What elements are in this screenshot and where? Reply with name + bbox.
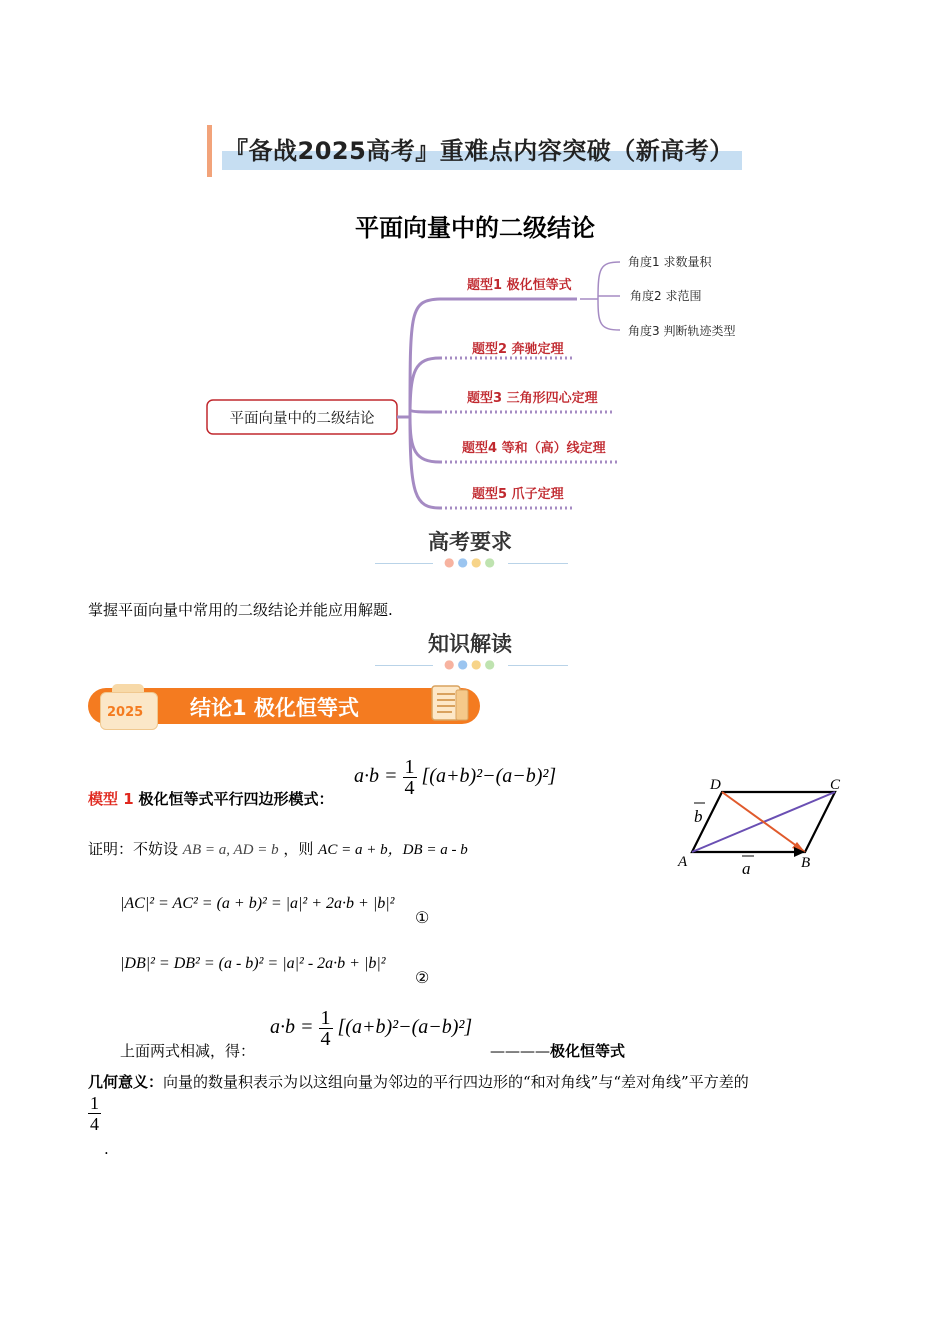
model-formula-fraction <box>403 757 417 798</box>
diagonal-db <box>722 792 805 852</box>
geometry-text: 向量的数量积表示为以这组向量为邻边的平行四边形的“和对角线”与“差对角线”平方差的 <box>163 1073 749 1091</box>
result-label-line <box>490 1040 625 1061</box>
result-formula-lhs: a·b = <box>270 1016 314 1039</box>
geometry-label: 几何意义： <box>88 1073 164 1091</box>
section-dots: ●●●● <box>444 555 498 569</box>
mindmap-root-label: 平面向量中的二级结论 <box>229 411 375 427</box>
proof-line <box>88 838 468 859</box>
section-divider-left <box>375 563 433 564</box>
section-dots-2: ●●●● <box>444 657 498 671</box>
proof-eq2-mark: ② <box>415 970 430 987</box>
mindmap-sub-link-1 <box>598 262 620 299</box>
vector-a-label: a <box>742 859 751 878</box>
result-frac-num: 1 <box>320 1007 331 1029</box>
section-divider-right-2 <box>508 665 568 666</box>
model-formula-bracket: [(a+b)²−(a−b)²] <box>421 765 557 788</box>
model-formula <box>354 757 556 798</box>
geometry-frac <box>88 1093 101 1134</box>
proof-eq1: |AC|² = AC² = (a + b)² = |a|² + 2a·b + |b|² <box>120 895 395 912</box>
mind-map <box>0 250 950 525</box>
mindmap-branch-2: 题型2 奔驰定理 <box>472 342 564 357</box>
result-formula <box>270 1008 472 1049</box>
result-formula-bracket: [(a+b)²−(a−b)²] <box>337 1016 473 1039</box>
mindmap-link-4 <box>410 417 440 462</box>
proof-then-label: ，则 <box>283 840 314 858</box>
mindmap-branch-1: 题型1 极化恒等式 <box>467 278 572 293</box>
section-title-knowledge: 知识解读 <box>428 632 512 656</box>
geometry-fraction <box>88 1093 101 1134</box>
point-c: C <box>830 777 841 793</box>
banner-title: 『备战2025高考』重难点内容突破（新高考） <box>224 137 734 165</box>
proof-intro: 证明：不妨设 <box>88 840 179 858</box>
model-label: 模型 1 <box>88 790 134 808</box>
vector-b-label: b <box>694 807 703 826</box>
proof-assume: AB = a, AD = b <box>182 842 279 858</box>
mindmap-sub-2: 角度2 求范围 <box>630 289 702 303</box>
mindmap-branch-4: 题型4 等和（高）线定理 <box>462 441 606 456</box>
subtract-text: 上面两式相减，得： <box>120 1042 256 1060</box>
doc-title: 平面向量中的二级结论 <box>355 214 595 242</box>
geometry-frac-den: 4 <box>90 1114 99 1134</box>
result-frac-den: 4 <box>320 1028 331 1050</box>
mindmap-link-2 <box>410 358 440 417</box>
parallelogram-figure <box>672 770 852 880</box>
mindmap-sub-link-3 <box>598 299 620 330</box>
point-d: D <box>710 777 721 793</box>
mindmap-sub-1: 角度1 求数量积 <box>628 255 712 269</box>
proof-then-expr: AC = a + b，DB = a - b <box>318 842 468 858</box>
section-divider-left-2 <box>375 665 433 666</box>
point-b: B <box>801 855 811 871</box>
mindmap-link-3 <box>410 410 440 417</box>
proof-eq2: |DB|² = DB² = (a - b)² = |a|² - 2a·b + |b|² <box>120 955 386 972</box>
model-text: 极化恒等式平行四边形模式： <box>138 790 334 808</box>
frac-den: 4 <box>404 777 415 799</box>
geometry-frac-num: 1 <box>90 1093 99 1113</box>
frac-num: 1 <box>404 756 415 778</box>
banner-accent-bar <box>207 125 212 177</box>
mindmap-branch-5: 题型5 爪子定理 <box>472 487 564 502</box>
model-1-line <box>88 788 333 809</box>
notebook-icon <box>428 684 470 722</box>
mindmap-sub-3: 角度3 判断轨迹类型 <box>628 324 736 338</box>
conclusion-title: 结论1 极化恒等式 <box>190 696 359 720</box>
section-title-requirements: 高考要求 <box>428 530 512 554</box>
result-formula-fraction <box>319 1008 333 1049</box>
section-divider-right <box>508 563 568 564</box>
result-label: 极化恒等式 <box>550 1042 626 1060</box>
point-a: A <box>678 854 688 870</box>
geometry-line <box>88 1071 749 1092</box>
requirements-text: 掌握平面向量中常用的二级结论并能应用解题. <box>88 601 393 619</box>
proof-eq1-mark: ① <box>415 910 430 927</box>
geometry-period: . <box>104 1140 109 1158</box>
model-formula-lhs: a·b = <box>354 765 398 788</box>
year-badge-text: 2025 <box>107 705 144 720</box>
mindmap-branch-3: 题型3 三角形四心定理 <box>467 391 598 406</box>
result-dashes: ———— <box>490 1042 550 1060</box>
